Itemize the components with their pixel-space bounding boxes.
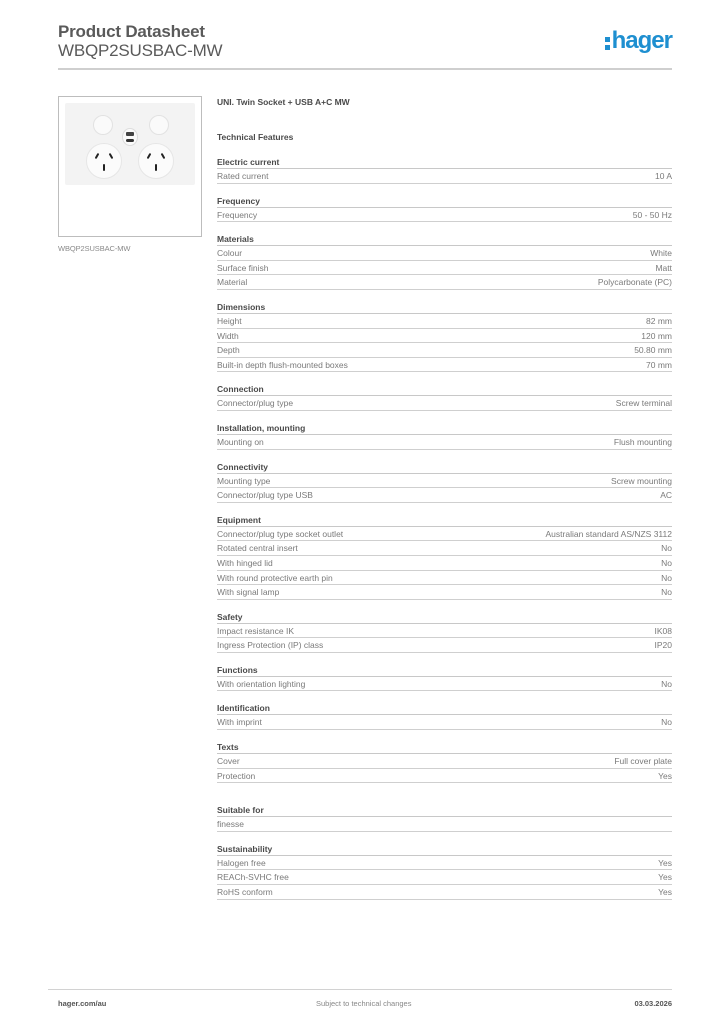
section-texts [217,742,672,783]
feature-value: No [661,543,672,554]
section-title: Sustainability [217,844,672,856]
section-connectivity [217,462,672,503]
switch-right-icon [149,115,169,135]
section-title: Dimensions [217,302,672,314]
feature-value: 82 mm [646,315,672,326]
switch-left-icon [93,115,113,135]
feature-value: Matt [655,262,672,273]
feature-row [217,261,672,276]
feature-value: No [661,678,672,689]
feature-row [217,208,672,223]
section-sustainability [217,844,672,900]
header-divider [58,68,672,70]
feature-label: REACh-SVHC free [217,872,289,883]
feature-label: finesse [217,819,244,830]
feature-value: 50 - 50 Hz [632,209,672,220]
feature-value: Yes [658,857,672,868]
section-frequency [217,196,672,223]
product-image [58,96,202,237]
footer-notice: Subject to technical changes [316,999,412,1008]
feature-value: Full cover plate [614,756,672,767]
feature-label: Built-in depth flush-mounted boxes [217,359,348,370]
feature-row [217,541,672,556]
feature-value: Yes [658,872,672,883]
section-title: Identification [217,703,672,715]
feature-row [217,715,672,730]
feature-label: Material [217,277,248,288]
feature-label: With round protective earth pin [217,572,333,583]
feature-label: Mounting on [217,436,264,447]
feature-label: With hinged lid [217,557,273,568]
footer-date: 03.03.2026 [634,999,672,1008]
section-title: Connection [217,384,672,396]
section-title: Electric current [217,157,672,169]
feature-label: Colour [217,248,243,259]
feature-label: Rated current [217,171,269,181]
feature-row [217,358,672,373]
feature-label: With orientation lighting [217,678,306,689]
feature-row [217,246,672,261]
feature-row [217,488,672,503]
feature-label: Rotated central insert [217,543,298,554]
feature-row [217,314,672,329]
feature-value: No [661,572,672,583]
feature-value: No [661,587,672,598]
feature-row [217,329,672,344]
feature-label: Height [217,315,242,326]
feature-row [217,435,672,450]
section-identification [217,703,672,730]
feature-row [217,474,672,489]
section-electric-current [217,157,672,184]
usb-module-icon [122,128,138,146]
feature-label: Protection [217,770,256,781]
feature-row [217,275,672,290]
section-title: Frequency [217,196,672,208]
feature-label: Frequency [217,209,258,220]
feature-value: White [650,248,672,259]
feature-value: No [661,557,672,568]
feature-value: Australian standard AS/NZS 3112 [545,528,672,539]
feature-row [217,817,672,832]
section-installation-mounting [217,423,672,450]
section-safety [217,612,672,653]
feature-label: Mounting type [217,475,271,486]
feature-value: Screw mounting [611,475,672,486]
logo-colon-icon [605,27,610,55]
feature-row [217,870,672,885]
socket-plate-icon [65,103,195,185]
logo-text: hager [611,27,672,54]
section-title: Safety [217,612,672,624]
feature-row [217,556,672,571]
feature-row [217,856,672,871]
feature-row [217,169,672,184]
feature-value: Yes [658,887,672,898]
feature-value: 10 A [654,171,672,181]
footer-website-link[interactable]: hager.com/au [58,999,107,1008]
feature-value: Yes [658,770,672,781]
section-functions [217,665,672,692]
feature-sections [217,157,672,900]
hager-logo [605,27,672,55]
feature-row [217,585,672,600]
feature-row [217,624,672,639]
page-header [58,22,672,60]
section-connection [217,384,672,411]
feature-label: RoHS conform [217,887,273,898]
feature-label: Connector/plug type socket outlet [217,528,344,539]
feature-label: Width [217,330,239,341]
product-code: WBQP2SUSBAC-MW [58,41,223,60]
feature-value: IP20 [654,640,672,651]
section-suitable-for [217,805,672,832]
feature-value: Screw terminal [615,398,672,409]
feature-value: Flush mounting [613,436,672,447]
feature-row [217,677,672,692]
technical-features-heading: Technical Features [217,132,294,142]
technical-content [217,96,672,900]
section-dimensions [217,302,672,372]
feature-row [217,343,672,358]
section-title: Equipment [217,515,672,527]
section-equipment [217,515,672,600]
feature-value: AC [660,490,672,501]
feature-label: Connector/plug type [217,398,294,409]
feature-value: IK08 [654,625,672,636]
feature-value: 50.80 mm [634,345,672,356]
image-caption: WBQP2SUSBAC-MW [58,244,131,253]
feature-label: With signal lamp [217,587,280,598]
feature-value: 70 mm [646,359,672,370]
feature-value: No [661,717,672,728]
feature-label: Impact resistance IK [217,625,295,636]
feature-value: 120 mm [641,330,672,341]
section-title: Functions [217,665,672,677]
outlet-right-icon [138,143,174,179]
feature-label: Halogen free [217,857,266,868]
feature-label: Connector/plug type USB [217,490,313,501]
feature-row [217,769,672,784]
feature-label: Surface finish [217,262,269,273]
section-materials [217,234,672,290]
section-title: Materials [217,234,672,246]
feature-label: Depth [217,345,240,356]
feature-row [217,638,672,653]
feature-label: Cover [217,756,240,767]
feature-label: With imprint [217,717,262,728]
outlet-left-icon [86,143,122,179]
section-title: Texts [217,742,672,754]
footer-divider [48,989,672,990]
feature-row [217,885,672,900]
feature-row [217,527,672,542]
feature-value: Polycarbonate (PC) [597,277,672,288]
product-name: UNI. Twin Socket + USB A+C MW [217,97,350,107]
section-title: Connectivity [217,462,672,474]
section-title: Installation, mounting [217,423,672,435]
feature-row [217,754,672,769]
feature-row [217,396,672,411]
page-title: Product Datasheet [58,22,205,41]
feature-row [217,571,672,586]
feature-label: Ingress Protection (IP) class [217,640,324,651]
section-title: Suitable for [217,805,672,817]
